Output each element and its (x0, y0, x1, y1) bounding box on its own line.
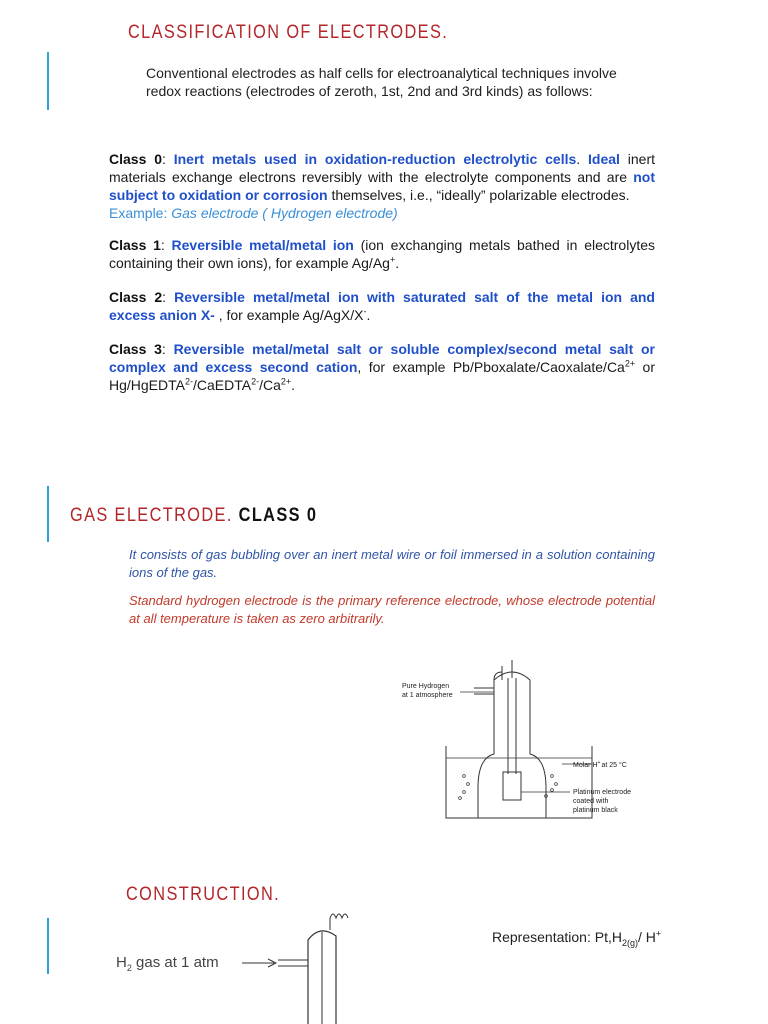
class3-paragraph: Class 3: Reversible metal/metal salt or soluble complex/second metal salt or complex and excess second cation, for example $Pb/Pboxalate/Caoxalate/Ca^{2+}$ or $Hg/HgEDTA^{2-}/CaEDTA^{2-}/Ca^{2+}$. (109, 341, 655, 393)
gas-paragraph-2: Standard hydrogen electrode is the primary reference electrode, whose electrode potential at all temperature is taken as zero arbitrarily. (129, 593, 655, 626)
rep-tail: / H (637, 929, 656, 945)
class0-bold: Inert metals used in oxidation-reduction electrolytic cells (173, 151, 577, 167)
diagram-label-molar-tail: at 25 °C (601, 762, 627, 769)
h2-gas-sub: 2 (126, 963, 132, 973)
diagram-label-molar-sup: + (597, 760, 601, 766)
class0-label: Class 0 (109, 151, 162, 167)
class3-sup3: 2- (251, 376, 260, 387)
class1-bold: Reversible metal/metal ion (171, 237, 354, 253)
diagram-label-molar-text: Molar H (573, 762, 598, 769)
diagram-label-pt-3: platinum black (573, 807, 618, 814)
representation (492, 928, 662, 948)
standard-hydrogen-electrode-diagram (390, 658, 690, 823)
class0-example-text: Gas electrode ( Hydrogen electrode) (171, 205, 398, 221)
rep-label: Representation: Pt,H (492, 929, 622, 945)
rep-sup: + (655, 928, 662, 939)
class3-text: , for example Pb/Pboxalate/Caoxalate/Ca (357, 359, 625, 375)
class3-text-b: or Hg/HgEDTA (109, 359, 655, 393)
h2-gas-tail: gas at 1 atm (131, 954, 219, 971)
class3-bold: Reversible metal/metal salt or soluble complex/second metal salt or complex and excess second cation (109, 341, 655, 375)
class2-paragraph: Class 2: Reversible metal/metal ion with saturated salt of the metal ion and excess anion X- , for example Ag/AgX/X-. (109, 289, 655, 323)
class3-label: Class 3 (109, 341, 162, 357)
class0-text2: themselves, i.e., “ideally” polarizable electrodes. (327, 187, 630, 203)
class1-label: Class 1 (109, 237, 161, 253)
class2-bold: Reversible metal/metal ion with saturated salt of the metal ion and excess anion X- (109, 289, 655, 323)
section-title-classification: CLASSIFICATION OF ELECTRODES. (128, 22, 449, 43)
gas-electrode-title: GAS ELECTRODE. (70, 505, 233, 526)
construction-sketch (240, 908, 360, 1024)
section-title-construction: CONSTRUCTION. (126, 884, 281, 905)
class0-paragraph: Class 0: Inert metals used in oxidation-reduction electrolytic cells. Ideal inert materials exchange electrons reversibly with the electrolyte components and are not subject to oxidation or corrosion themselves, i.e., “ideally” polarizable electrodes. Example: Gas electrode ( Hydrogen electrode) (109, 151, 656, 221)
class1-paragraph: Class 1: Reversible metal/metal ion (ion exchanging metals bathed in electrolytes containing their own ions), for example Ag/Ag+. (109, 237, 655, 271)
class2-label: Class 2 (109, 289, 163, 305)
class3-text-d: /Ca (259, 377, 281, 393)
class0-ideal: Ideal (588, 151, 620, 167)
diagram-label-h2-1: Pure Hydrogen (402, 683, 450, 690)
section-title-gas-electrode (70, 505, 317, 527)
class3-sup1: 2+ (624, 358, 636, 369)
diagram-label-molar (573, 760, 627, 769)
h2-gas-label (116, 954, 219, 971)
class3-sup4: 2+ (280, 376, 292, 387)
gas-paragraph-1: It consists of gas bubbling over an inert metal wire or foil immersed in a solution containing ions of the gas. (129, 547, 655, 580)
class0-bold3: not subject to oxidation or corrosion (109, 169, 655, 203)
rep-sub: 2(g) (621, 937, 638, 948)
class2-text: , for example Ag/AgX/X (214, 307, 364, 323)
class3-sup2: 2- (184, 376, 193, 387)
class3-text-c: /CaEDTA (193, 377, 252, 393)
h2-gas-h: H (116, 954, 127, 971)
diagram-label-pt-1: Platinum electrode (573, 789, 631, 796)
class1-sup: + (389, 254, 396, 265)
diagram-label-h2-2: at 1 atmosphere (402, 692, 453, 699)
gas-electrode-class: CLASS 0 (238, 505, 318, 526)
class1-text: (ion exchanging metals bathed in electrolytes containing their own ions), for example Ag/Ag (109, 237, 655, 271)
accent-bar (47, 918, 49, 974)
diagram-label-pt-2: coated with (573, 798, 609, 805)
accent-bar (47, 52, 49, 110)
intro-paragraph: Conventional electrodes as half cells for electroanalytical techniques involve redox reactions (electrodes of zeroth, 1st, 2nd and 3rd kinds) as follows: (146, 65, 617, 99)
accent-bar (47, 486, 49, 542)
class0-example-label: Example: (109, 205, 172, 221)
class0-text1: inert materials exchange electrons reversibly with the electrolyte components and are (109, 151, 656, 185)
class2-sup: - (363, 306, 367, 317)
